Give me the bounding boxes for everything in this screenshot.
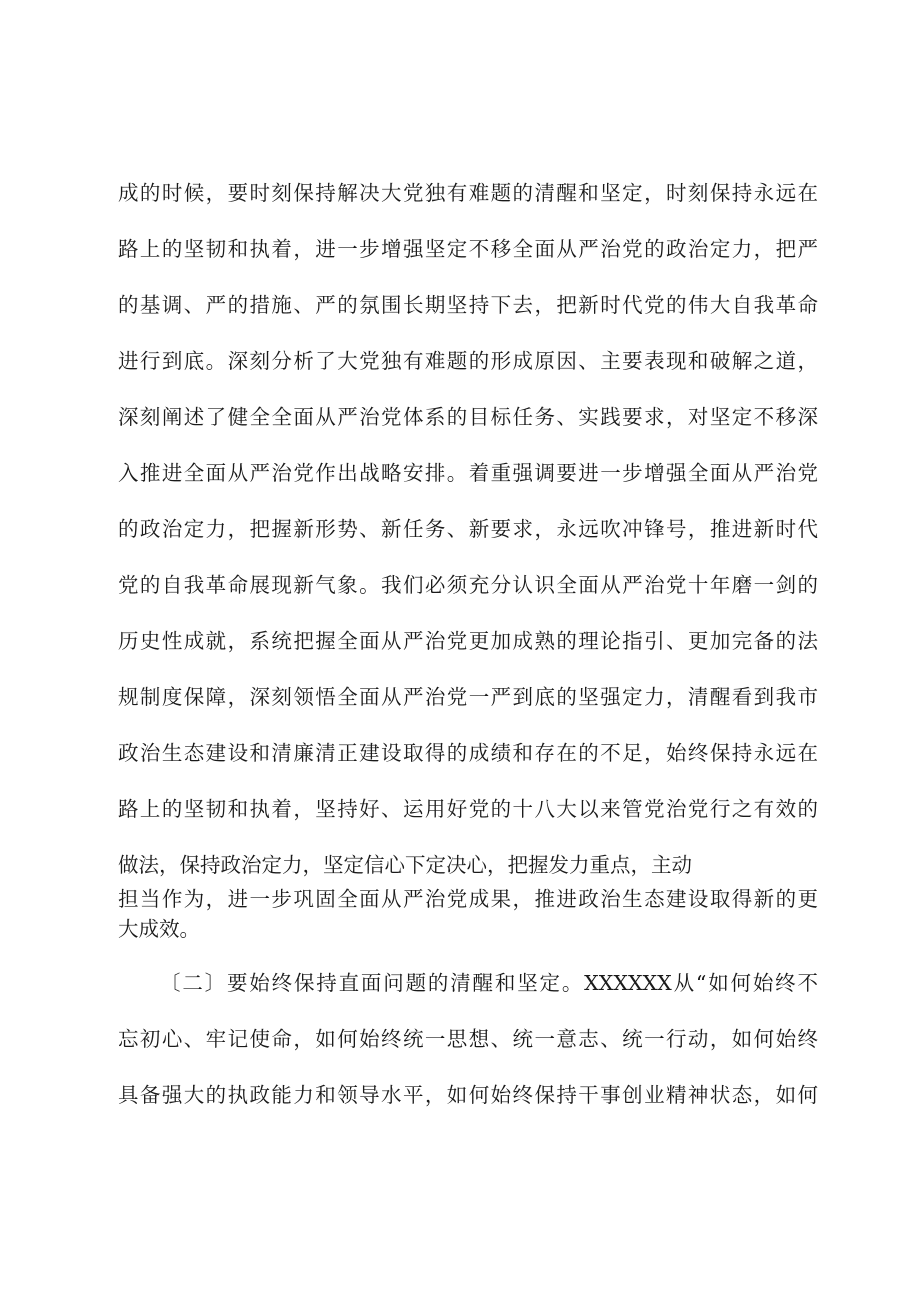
text-line-9: 历史性成就，系统把握全面从严治党更加成熟的理论指引、更加完备的法 xyxy=(118,629,818,653)
text-line-18: 具备强大的执政能力和领导水平，如何始终保持干事创业精神状态，如何 xyxy=(118,1083,818,1107)
text-line-4: 进行到底。深刻分析了大党独有难题的形成原因、主要表现和破解之道， xyxy=(118,349,818,373)
text-line-7: 的政治定力，把握新形势、新任务、新要求，永远吹冲锋号，推进新时代 xyxy=(118,517,818,541)
text-line-15: 大成效。 xyxy=(118,917,200,941)
text-line-14: 担当作为，进一步巩固全面从严治党成果，推进政治生态建设取得新的更 xyxy=(118,887,818,911)
text-line-5: 深刻阐述了健全全面从严治党体系的目标任务、实践要求，对坚定不移深 xyxy=(118,405,818,429)
text-line-6: 入推进全面从严治党作出战略安排。着重强调要进一步增强全面从严治党 xyxy=(118,461,818,485)
text-line-11: 政治生态建设和清廉清正建设取得的成绩和存在的不足，始终保持永远在 xyxy=(118,741,818,765)
section-heading-line: 〔二〕要始终保持直面问题的清醒和坚定。XXXXXX从“如何始终不 xyxy=(160,971,818,995)
text-line-8: 党的自我革命展现新气象。我们必须充分认识全面从严治党十年磨一剑的 xyxy=(118,573,818,597)
text-line-1: 成的时候，要时刻保持解决大党独有难题的清醒和坚定，时刻保持永远在 xyxy=(118,181,818,205)
text-line-3: 的基调、严的措施、严的氛围长期坚持下去，把新时代党的伟大自我革命 xyxy=(118,293,818,317)
text-line-12: 路上的坚韧和执着，坚持好、运用好党的十八大以来管党治党行之有效的 xyxy=(118,797,818,821)
text-line-17: 忘初心、牢记使命，如何始终统一思想、统一意志、统一行动，如何始终 xyxy=(118,1027,818,1051)
text-line-13: 做法，保持政治定力，坚定信心下定决心，把握发力重点，主动 xyxy=(118,853,692,877)
text-line-2: 路上的坚韧和执着，进一步增强坚定不移全面从严治党的政治定力，把严 xyxy=(118,237,818,261)
text-line-10: 规制度保障，深刻领悟全面从严治党一严到底的坚强定力，清醒看到我市 xyxy=(118,685,818,709)
